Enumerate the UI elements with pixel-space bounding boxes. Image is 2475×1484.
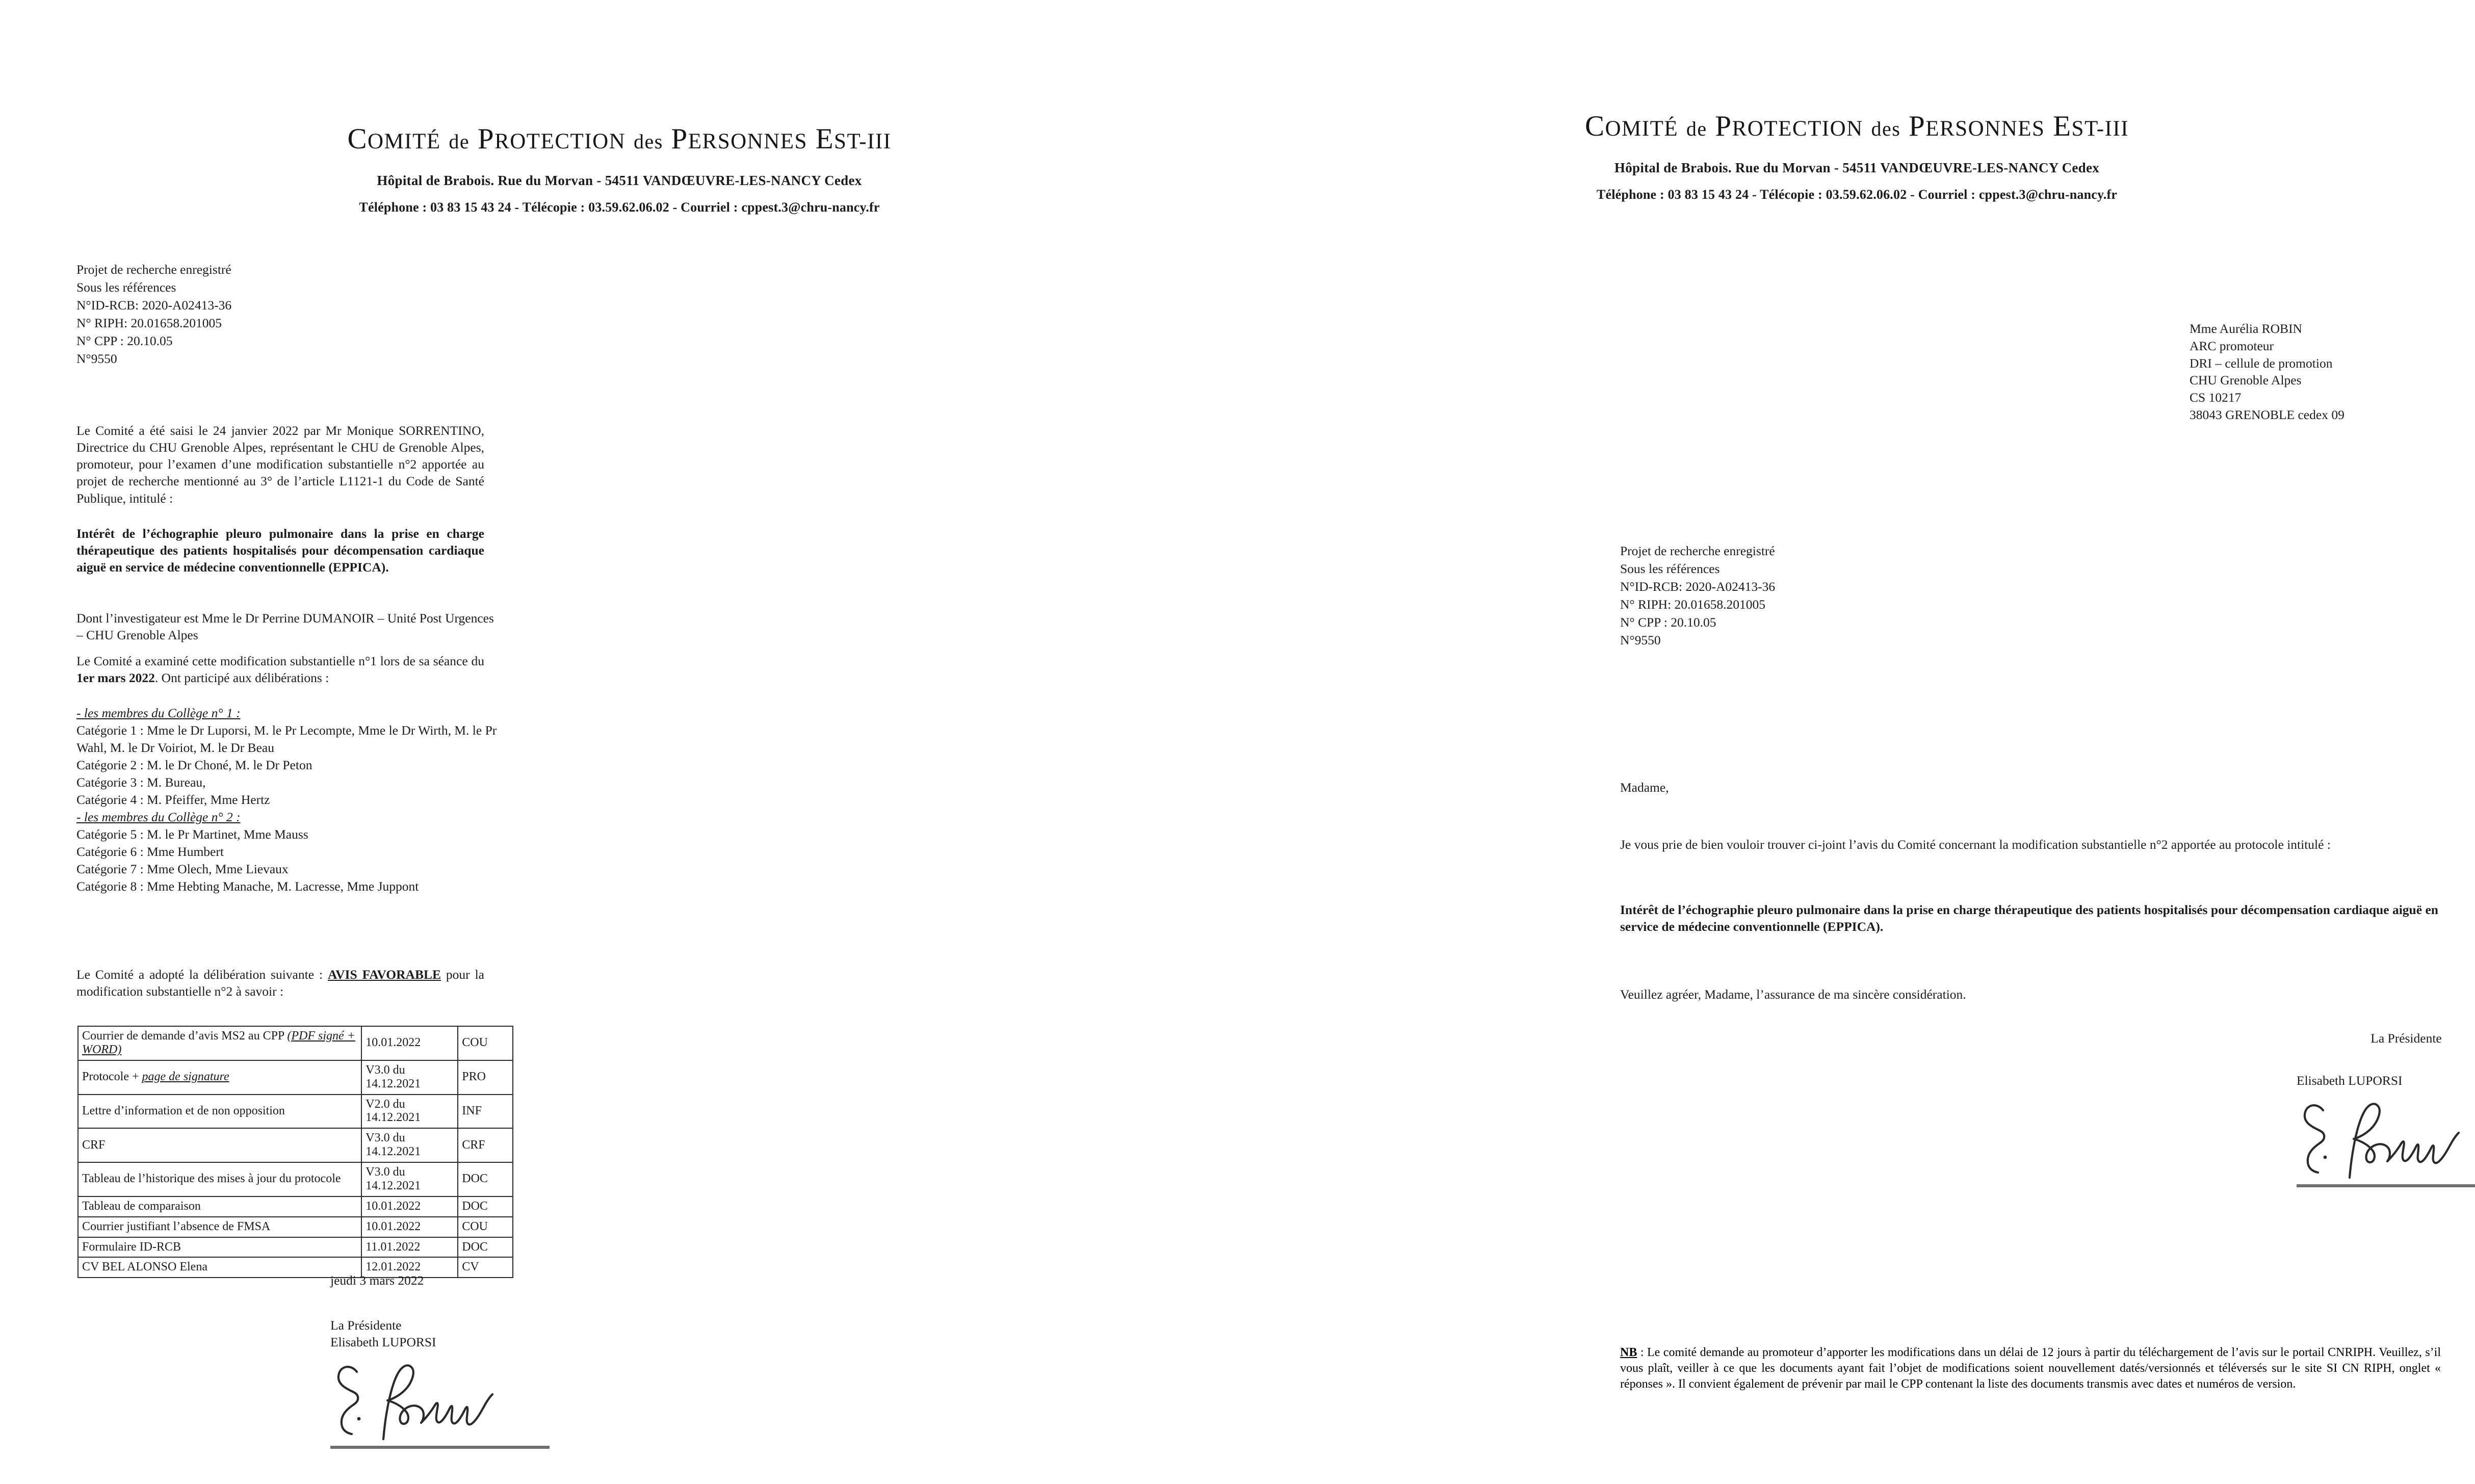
doc-name: Courrier de demande d’avis MS2 au CPP (82, 1029, 288, 1043)
ref-riph: N° RIPH: 20.01658.201005 (76, 315, 222, 330)
recipient-city: 38043 GRENOBLE cedex 09 (2190, 407, 2344, 422)
table-row (78, 1237, 513, 1258)
doc-name-cell (78, 1026, 361, 1060)
title-word-des: des (1871, 117, 1901, 140)
college2-cat-5: Catégorie 5 : M. le Pr Martinet, Mme Mauss (76, 827, 308, 842)
letterhead-title: COMITÉ de PROTECTION des PERSONNES EST-III (1584, 110, 2129, 142)
college2-cat-8: Catégorie 8 : Mme Hebting Manache, M. Lacresse, Mme Juppont (76, 879, 419, 894)
doc-type-cell: COU (458, 1026, 513, 1060)
ref-num: N°9550 (1620, 632, 1661, 647)
doc-name-cell: Formulaire ID-RCB (78, 1237, 361, 1258)
doc-type-cell: CV (458, 1257, 513, 1278)
doc-date-cell: 10.01.2022 (361, 1196, 458, 1217)
table-row (78, 1217, 513, 1237)
recipient-role: ARC promoteur (2190, 338, 2274, 353)
doc-type-cell: DOC (458, 1196, 513, 1217)
signed-date-left: jeudi 3 mars 2022 (330, 1273, 424, 1288)
closing-line: Veuillez agréer, Madame, l’assurance de ma sincère considération. (1620, 987, 1966, 1002)
table-row (78, 1095, 513, 1129)
doc-name-cell: Tableau de l’historique des mises à jour du protocole (78, 1162, 361, 1196)
nb-footnote (1620, 1345, 2441, 1393)
table-row (78, 1060, 513, 1095)
exam-date: 1er mars 2022 (76, 670, 155, 686)
doc-date-cell: V2.0 du 14.12.2021 (361, 1095, 458, 1129)
doc-date-cell: V3.0 du 14.12.2021 (361, 1162, 458, 1196)
college1-label (76, 705, 510, 722)
recipient-org: CHU Grenoble Alpes (2190, 373, 2302, 388)
deliberation-prefix: Le Comité a adopté la délibération suivante : (76, 967, 328, 982)
college1-label-text: - les membres du Collège n° 1 : (76, 706, 241, 720)
exam-suffix: . Ont participé aux délibérations : (154, 670, 329, 686)
recipient-dept: DRI – cellule de promotion (2190, 355, 2333, 371)
table-row (78, 1128, 513, 1162)
letterhead-right (1239, 110, 2475, 202)
right-sheet (1239, 0, 2475, 1484)
letterhead-contact: Téléphone : 03 83 15 43 24 - Télécopie : 03.59.62.06.02 - Courriel : cppest.3@chru-nancy.fr (359, 200, 880, 215)
doc-name-emphasis: page de signature (142, 1070, 229, 1084)
letter-body-paragraph: Je vous prie de bien vouloir trouver ci-joint l’avis du Comité concernant la modification substantielle n°2 apportée au protocole intitulé : (1620, 837, 2331, 852)
examination-paragraph (76, 653, 484, 686)
ref-line-under: Sous les références (76, 279, 176, 295)
doc-type-cell: PRO (458, 1060, 513, 1095)
signature-name-right: Elisabeth LUPORSI (2297, 1073, 2403, 1088)
doc-type-cell: CRF (458, 1128, 513, 1162)
doc-name-emphasis: (PDF signé + WORD) (82, 1029, 355, 1056)
signature-block-right (2297, 1030, 2475, 1187)
exam-prefix: Le Comité a examiné cette modification substantielle n°1 lors de sa séance du (76, 654, 484, 668)
doc-date-cell: V3.0 du 14.12.2021 (361, 1128, 458, 1162)
documents-table-body (78, 1026, 513, 1278)
title-word-des: des (633, 130, 663, 153)
ref-id-rcb: N°ID-RCB: 2020-A02413-36 (76, 297, 232, 313)
doc-date-cell: 11.01.2022 (361, 1237, 458, 1258)
ref-line-project: Projet de recherche enregistré (76, 262, 231, 277)
doc-date-cell: 12.01.2022 (361, 1257, 458, 1278)
deliberation-suffix: pour la modification substantielle n°2 à savoir : (76, 967, 484, 999)
recipient-address-block (2190, 320, 2455, 424)
signature-block-left (330, 1317, 550, 1449)
letterhead-address: Hôpital de Brabois. Rue du Morvan - 54511 VANDŒUVRE-LES-NANCY Cedex (377, 173, 862, 188)
ref-cpp: N° CPP : 20.10.05 (1620, 614, 1716, 630)
table-row (78, 1196, 513, 1217)
left-reference-block (76, 261, 535, 368)
doc-name-cell: CV BEL ALONSO Elena (78, 1257, 361, 1278)
recipient-cs: CS 10217 (2190, 390, 2242, 405)
verdict-badge: AVIS FAVORABLE (327, 967, 441, 982)
doc-name-cell: CRF (78, 1128, 361, 1162)
college2-cat-7: Catégorie 7 : Mme Olech, Mme Lievaux (76, 862, 289, 877)
doc-name-cell (78, 1060, 361, 1095)
doc-name-cell: Tableau de comparaison (78, 1196, 361, 1217)
college1-cat-4: Catégorie 4 : M. Pfeiffer, Mme Hertz (76, 792, 270, 808)
doc-type-cell: INF (458, 1095, 513, 1129)
doc-name-cell: Courrier justifiant l’absence de FMSA (78, 1217, 361, 1237)
deliberation-paragraph (76, 966, 484, 1000)
ref-id-rcb: N°ID-RCB: 2020-A02413-36 (1620, 579, 1776, 594)
study-title-left: Intérêt de l’échographie pleuro pulmonaire dans la prise en charge thérapeutique des patients hospitalisés pour décompensation cardiaque aiguë en service de médecine conventionnelle (EPPICA). (76, 526, 484, 575)
doc-name-cell: Lettre d’information et de non opposition (78, 1095, 361, 1129)
signature-role-left: La Présidente (330, 1318, 402, 1333)
right-reference-block (1620, 542, 2079, 649)
college1-cat-3: Catégorie 3 : M. Bureau, (76, 775, 206, 790)
college2-label (76, 809, 510, 826)
letterhead-left (0, 122, 1239, 215)
ref-cpp: N° CPP : 20.10.05 (76, 333, 173, 348)
ref-riph: N° RIPH: 20.01658.201005 (1620, 596, 1766, 612)
documents-table (77, 1026, 513, 1278)
letterhead-address: Hôpital de Brabois. Rue du Morvan - 54511 VANDŒUVRE-LES-NANCY Cedex (1614, 160, 2100, 175)
doc-name: Protocole + (82, 1070, 142, 1084)
doc-type-cell: DOC (458, 1237, 513, 1258)
college-members-list (76, 705, 510, 895)
ref-line-project: Projet de recherche enregistré (1620, 543, 1775, 558)
college1-cat-1: Catégorie 1 : Mme le Dr Luporsi, M. le Pr Lecompte, Mme le Dr Wirth, M. le Pr Wahl, M. le Dr Voiriot, M. le Dr Beau (76, 723, 497, 756)
letterhead-contact: Téléphone : 03 83 15 43 24 - Télécopie : 03.59.62.06.02 - Courriel : cppest.3@chru-nancy.fr (1596, 187, 2118, 202)
doc-type-cell: DOC (458, 1162, 513, 1196)
table-row (78, 1026, 513, 1060)
nb-label: NB (1620, 1346, 1637, 1359)
letterhead-title: COMITÉ de PROTECTION des PERSONNES EST-III (347, 123, 892, 155)
college2-label-text: - les membres du Collège n° 2 : (76, 810, 241, 825)
saisine-paragraph: Le Comité a été saisi le 24 janvier 2022 par Mr Monique SORRENTINO, Directrice du CHU Grenoble Alpes, représentant le CHU de Grenoble Alpes, promoteur, pour l’examen d’une modification substantielle n°2 apportée au projet de recherche mentionné au 3° de l’article L1121-1 du Code de Santé Publique, intitulé : (76, 423, 484, 506)
doc-date-cell: V3.0 du 14.12.2021 (361, 1060, 458, 1095)
title-word-comite-cap: C (347, 123, 368, 155)
doc-type-cell: COU (458, 1217, 513, 1237)
recipient-name: Mme Aurélia ROBIN (2190, 321, 2302, 336)
ref-num: N°9550 (76, 351, 117, 366)
ref-line-under: Sous les références (1620, 561, 1720, 576)
investigator-line: Dont l’investigateur est Mme le Dr Perrine DUMANOIR – Unité Post Urgences – CHU Grenoble Alpes (76, 611, 494, 643)
signature-role-right: La Présidente (2370, 1031, 2442, 1046)
nb-text: : Le comité demande au promoteur d’apporter les modifications dans un délai de 12 jours à partir du téléchargement de l’avis sur le portail CNRIPH. Veuillez, s’il vous plaît, veiller à ce que les documents ayant fait l’objet de modifications soient nouvellement datés/versionnés et téléversés sur le site SI CN RIPH, onglet « réponses ». Il convient également de prévenir par mail le CPP contenant la liste des documents transmis avec dates et numéros de version. (1620, 1346, 2441, 1391)
college2-cat-6: Catégorie 6 : Mme Humbert (76, 844, 224, 860)
table-row (78, 1162, 513, 1196)
handwritten-signature-icon (2297, 1092, 2475, 1186)
salutation: Madame, (1620, 780, 1669, 795)
doc-date-cell: 10.01.2022 (361, 1026, 458, 1060)
college1-cat-2: Catégorie 2 : M. le Dr Choné, M. le Dr Peton (76, 758, 312, 773)
study-title-right: Intérêt de l’échographie pleuro pulmonaire dans la prise en charge thérapeutique des patients hospitalisés pour décompensation cardiaque aiguë en service de médecine conventionnelle (EPPICA). (1620, 902, 2438, 934)
signature-name-left: Elisabeth LUPORSI (330, 1335, 436, 1350)
table-row (78, 1257, 513, 1278)
title-word-de: de (1686, 117, 1707, 140)
doc-date-cell: 10.01.2022 (361, 1217, 458, 1237)
title-word-de: de (449, 130, 470, 153)
handwritten-signature-icon (330, 1353, 550, 1448)
